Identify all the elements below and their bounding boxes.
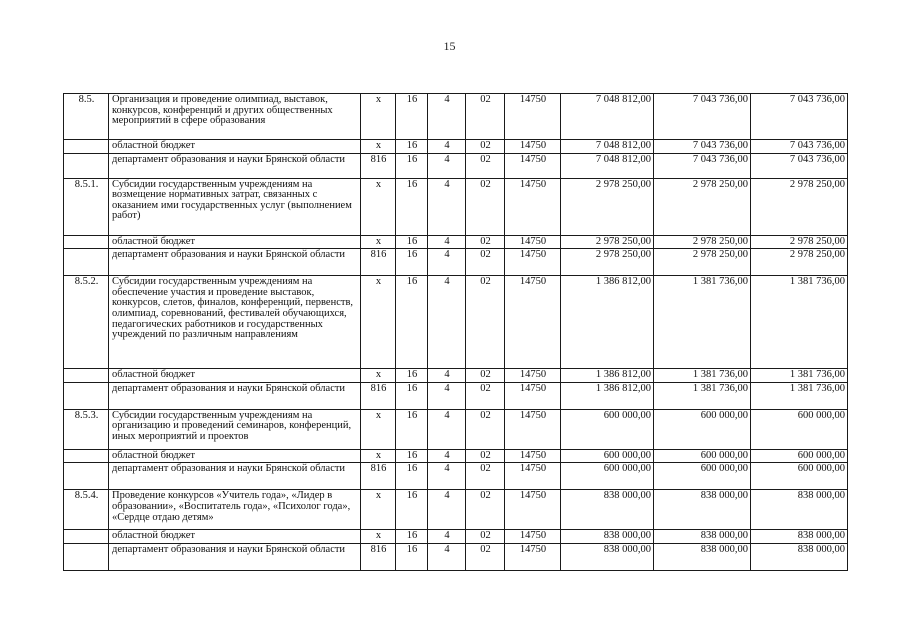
table-row — [64, 543, 848, 570]
section-code: 02 — [466, 276, 505, 369]
direction-code: 14750 — [505, 276, 561, 369]
row-index: 8.5. — [64, 94, 109, 140]
program-code: 16 — [396, 235, 428, 249]
table-row — [64, 369, 848, 383]
section-code: 02 — [466, 249, 505, 276]
subprogram-code: 4 — [428, 178, 466, 235]
subprogram-code: 4 — [428, 449, 466, 463]
amount-year-1: 838 000,00 — [561, 543, 654, 570]
amount-year-3: 7 043 736,00 — [751, 140, 848, 154]
amount-year-2: 600 000,00 — [654, 463, 751, 490]
subprogram-code: 4 — [428, 543, 466, 570]
row-description: областной бюджет — [109, 530, 361, 544]
table-row — [64, 530, 848, 544]
subprogram-code: 4 — [428, 490, 466, 530]
direction-code: 14750 — [505, 409, 561, 449]
amount-year-3: 600 000,00 — [751, 409, 848, 449]
admin-code: x — [361, 449, 396, 463]
amount-year-3: 838 000,00 — [751, 543, 848, 570]
table-row — [64, 276, 848, 369]
amount-year-2: 7 043 736,00 — [654, 94, 751, 140]
amount-year-3: 600 000,00 — [751, 463, 848, 490]
section-code: 02 — [466, 153, 505, 178]
subprogram-code: 4 — [428, 249, 466, 276]
page-number: 15 — [443, 39, 456, 53]
amount-year-1: 7 048 812,00 — [561, 153, 654, 178]
direction-code: 14750 — [505, 94, 561, 140]
program-code: 16 — [396, 530, 428, 544]
table-row — [64, 249, 848, 276]
amount-year-3: 2 978 250,00 — [751, 249, 848, 276]
amount-year-2: 838 000,00 — [654, 490, 751, 530]
amount-year-1: 7 048 812,00 — [561, 94, 654, 140]
admin-code: x — [361, 530, 396, 544]
section-code: 02 — [466, 543, 505, 570]
amount-year-1: 2 978 250,00 — [561, 178, 654, 235]
table-row — [64, 463, 848, 490]
subprogram-code: 4 — [428, 94, 466, 140]
row-description: департамент образования и науки Брянской области — [109, 463, 361, 490]
admin-code: x — [361, 94, 396, 140]
program-code: 16 — [396, 382, 428, 409]
admin-code: 816 — [361, 153, 396, 178]
admin-code: x — [361, 140, 396, 154]
section-code: 02 — [466, 409, 505, 449]
table-row — [64, 178, 848, 235]
table-row — [64, 382, 848, 409]
admin-code: 816 — [361, 543, 396, 570]
amount-year-1: 7 048 812,00 — [561, 140, 654, 154]
amount-year-2: 2 978 250,00 — [654, 235, 751, 249]
amount-year-1: 1 386 812,00 — [561, 382, 654, 409]
amount-year-3: 1 381 736,00 — [751, 382, 848, 409]
admin-code: 816 — [361, 463, 396, 490]
direction-code: 14750 — [505, 530, 561, 544]
admin-code: x — [361, 490, 396, 530]
admin-code: x — [361, 178, 396, 235]
row-description: департамент образования и науки Брянской области — [109, 543, 361, 570]
direction-code: 14750 — [505, 140, 561, 154]
subprogram-code: 4 — [428, 140, 466, 154]
row-index: 8.5.3. — [64, 409, 109, 449]
subprogram-code: 4 — [428, 235, 466, 249]
amount-year-1: 1 386 812,00 — [561, 369, 654, 383]
direction-code: 14750 — [505, 449, 561, 463]
amount-year-3: 7 043 736,00 — [751, 94, 848, 140]
subprogram-code: 4 — [428, 369, 466, 383]
section-code: 02 — [466, 490, 505, 530]
program-code: 16 — [396, 140, 428, 154]
row-index — [64, 249, 109, 276]
amount-year-1: 600 000,00 — [561, 449, 654, 463]
admin-code: x — [361, 235, 396, 249]
amount-year-2: 7 043 736,00 — [654, 153, 751, 178]
row-description: департамент образования и науки Брянской области — [109, 153, 361, 178]
row-description: Субсидии государственным учреждениям на обеспечение участия и проведение выставок, конкурсов, слетов, финалов, конференций, первенств, олимпиад, соревнований, фестивалей обучающихся, педагогических работников и государственных учреждений по различным направлениям — [109, 276, 361, 369]
budget-table — [63, 93, 848, 571]
amount-year-2: 2 978 250,00 — [654, 249, 751, 276]
section-code: 02 — [466, 94, 505, 140]
row-index — [64, 235, 109, 249]
admin-code: x — [361, 369, 396, 383]
amount-year-1: 1 386 812,00 — [561, 276, 654, 369]
subprogram-code: 4 — [428, 382, 466, 409]
amount-year-2: 1 381 736,00 — [654, 382, 751, 409]
amount-year-1: 2 978 250,00 — [561, 235, 654, 249]
table-row — [64, 409, 848, 449]
amount-year-3: 1 381 736,00 — [751, 276, 848, 369]
program-code: 16 — [396, 249, 428, 276]
direction-code: 14750 — [505, 463, 561, 490]
amount-year-3: 2 978 250,00 — [751, 235, 848, 249]
row-index — [64, 153, 109, 178]
direction-code: 14750 — [505, 382, 561, 409]
row-index: 8.5.1. — [64, 178, 109, 235]
row-index — [64, 369, 109, 383]
direction-code: 14750 — [505, 490, 561, 530]
subprogram-code: 4 — [428, 463, 466, 490]
table-row — [64, 140, 848, 154]
table-row — [64, 153, 848, 178]
section-code: 02 — [466, 369, 505, 383]
direction-code: 14750 — [505, 235, 561, 249]
row-index — [64, 382, 109, 409]
program-code: 16 — [396, 276, 428, 369]
section-code: 02 — [466, 178, 505, 235]
subprogram-code: 4 — [428, 276, 466, 369]
program-code: 16 — [396, 543, 428, 570]
amount-year-2: 838 000,00 — [654, 530, 751, 544]
amount-year-1: 2 978 250,00 — [561, 249, 654, 276]
amount-year-2: 7 043 736,00 — [654, 140, 751, 154]
row-index — [64, 543, 109, 570]
section-code: 02 — [466, 449, 505, 463]
program-code: 16 — [396, 490, 428, 530]
program-code: 16 — [396, 369, 428, 383]
program-code: 16 — [396, 153, 428, 178]
amount-year-1: 600 000,00 — [561, 463, 654, 490]
amount-year-3: 2 978 250,00 — [751, 178, 848, 235]
admin-code: 816 — [361, 382, 396, 409]
subprogram-code: 4 — [428, 153, 466, 178]
row-index — [64, 449, 109, 463]
table-row — [64, 449, 848, 463]
amount-year-1: 838 000,00 — [561, 490, 654, 530]
amount-year-1: 600 000,00 — [561, 409, 654, 449]
direction-code: 14750 — [505, 369, 561, 383]
row-index — [64, 530, 109, 544]
direction-code: 14750 — [505, 249, 561, 276]
amount-year-2: 2 978 250,00 — [654, 178, 751, 235]
table-row — [64, 490, 848, 530]
table-row — [64, 94, 848, 140]
section-code: 02 — [466, 140, 505, 154]
direction-code: 14750 — [505, 153, 561, 178]
amount-year-3: 838 000,00 — [751, 490, 848, 530]
row-index: 8.5.2. — [64, 276, 109, 369]
admin-code: 816 — [361, 249, 396, 276]
program-code: 16 — [396, 409, 428, 449]
row-index — [64, 140, 109, 154]
program-code: 16 — [396, 94, 428, 140]
row-description: Проведение конкурсов «Учитель года», «Лидер в образовании», «Воспитатель года», «Психолог года», «Сердце отдаю детям» — [109, 490, 361, 530]
row-description: Организация и проведение олимпиад, выставок, конкурсов, конференций и других общественных мероприятий в сфере образования — [109, 94, 361, 140]
row-description: департамент образования и науки Брянской области — [109, 249, 361, 276]
amount-year-2: 600 000,00 — [654, 449, 751, 463]
amount-year-2: 1 381 736,00 — [654, 276, 751, 369]
row-description: Субсидии государственным учреждениям на возмещение нормативных затрат, связанных с оказанием ими государственных услуг (выполнением работ) — [109, 178, 361, 235]
amount-year-2: 838 000,00 — [654, 543, 751, 570]
section-code: 02 — [466, 235, 505, 249]
admin-code: x — [361, 409, 396, 449]
amount-year-3: 838 000,00 — [751, 530, 848, 544]
amount-year-2: 600 000,00 — [654, 409, 751, 449]
subprogram-code: 4 — [428, 409, 466, 449]
row-description: Субсидии государственным учреждениям на организацию и проведений семинаров, конференций, иных мероприятий и проектов — [109, 409, 361, 449]
row-index — [64, 463, 109, 490]
row-description: областной бюджет — [109, 449, 361, 463]
section-code: 02 — [466, 530, 505, 544]
direction-code: 14750 — [505, 178, 561, 235]
row-description: департамент образования и науки Брянской области — [109, 382, 361, 409]
row-description: областной бюджет — [109, 140, 361, 154]
admin-code: x — [361, 276, 396, 369]
amount-year-2: 1 381 736,00 — [654, 369, 751, 383]
amount-year-1: 838 000,00 — [561, 530, 654, 544]
program-code: 16 — [396, 449, 428, 463]
subprogram-code: 4 — [428, 530, 466, 544]
program-code: 16 — [396, 463, 428, 490]
amount-year-3: 600 000,00 — [751, 449, 848, 463]
direction-code: 14750 — [505, 543, 561, 570]
section-code: 02 — [466, 382, 505, 409]
amount-year-3: 1 381 736,00 — [751, 369, 848, 383]
amount-year-3: 7 043 736,00 — [751, 153, 848, 178]
section-code: 02 — [466, 463, 505, 490]
row-description: областной бюджет — [109, 369, 361, 383]
table-row — [64, 235, 848, 249]
row-index: 8.5.4. — [64, 490, 109, 530]
program-code: 16 — [396, 178, 428, 235]
row-description: областной бюджет — [109, 235, 361, 249]
